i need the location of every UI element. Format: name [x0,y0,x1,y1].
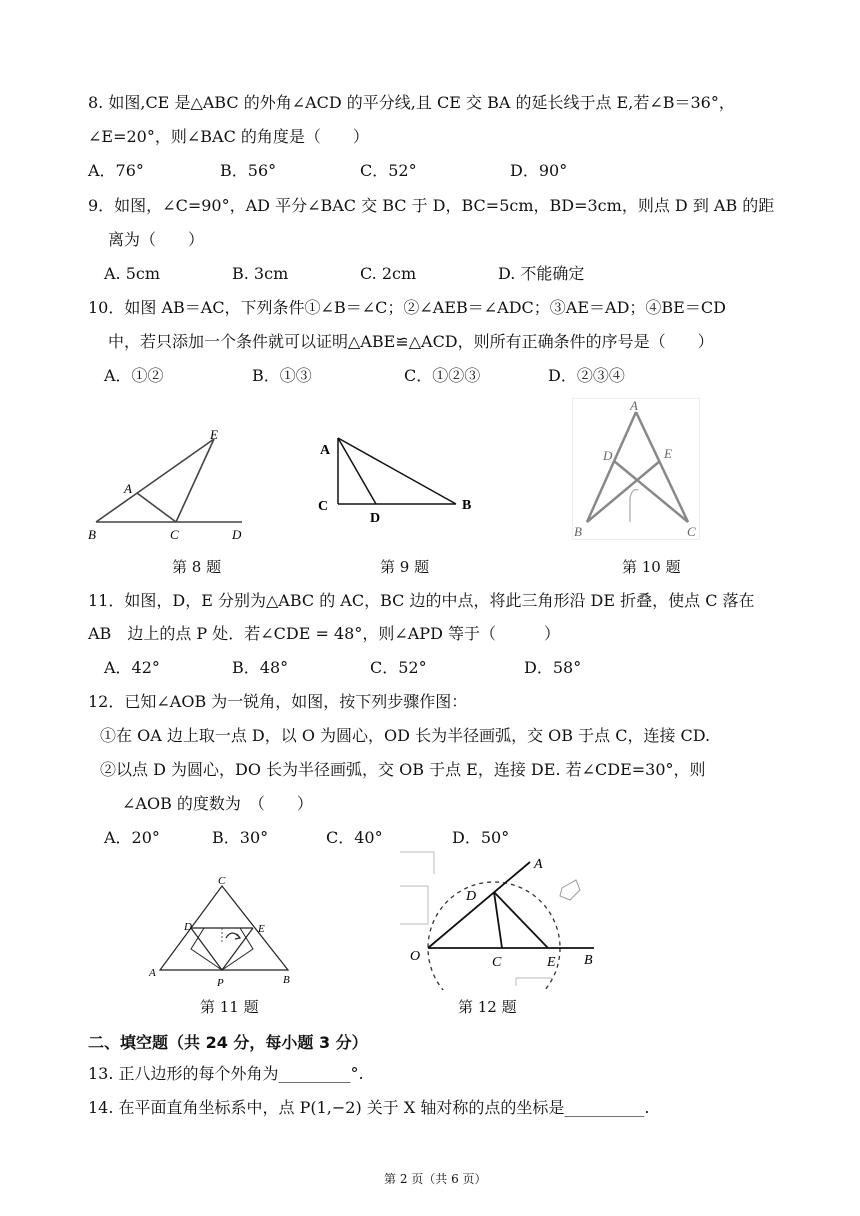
label-c: C [687,524,696,539]
decorative-doodle [560,880,580,900]
q8-option-b: B．56° [220,161,277,180]
caption-fig9: 第 9 题 [380,558,430,576]
label-e: E [664,446,672,461]
q8-option-d: D．90° [510,161,568,180]
label-d: D [232,527,242,542]
q12-step2: ②以点 D 为圆心，DO 长为半径画弧，交 OB 于点 E，连接 DE. 若∠CDE=30°，则 [100,760,706,779]
section-title: 二、填空题（共 24 分，每小题 3 分） [88,1033,368,1052]
label-b: B [584,953,593,968]
q12-option-c: C．40° [326,828,383,847]
ray-oa [428,862,530,948]
scan-fragment-1 [400,852,434,874]
q9-option-d: D. 不能确定 [498,264,585,283]
q11-option-d: D．58° [524,658,582,677]
caption-fig12: 第 12 题 [458,998,517,1016]
label-d: D [370,511,381,526]
page-footer: 第 2 页（共 6 页） [384,1172,487,1186]
scan-fragment-2 [400,886,428,924]
label-b: B [462,498,472,513]
label-o: O [410,949,421,964]
label-c: C [318,499,329,514]
scan-fragment-3 [516,978,552,986]
label-e: E [258,923,265,935]
figure-11 [146,872,298,988]
figure-10 [572,398,700,540]
label-p: P [217,977,224,988]
label-d: D [184,921,192,933]
label-c: C [492,955,502,970]
caption-fig10: 第 10 题 [622,558,681,576]
caption-fig11: 第 11 题 [200,998,259,1016]
q12-line1: 12．已知∠AOB 为一锐角，如图，按下列步骤作图： [88,692,468,711]
q8-option-a: A．76° [88,161,144,180]
segment-cd [494,892,502,948]
label-a: A [534,857,543,872]
figure-12 [400,850,610,990]
label-a: A [124,481,132,496]
label-b: B [88,527,96,542]
label-c: C [218,875,226,887]
caption-fig8: 第 8 题 [172,558,222,576]
q12-option-a: A．20° [104,828,160,847]
label-b: B [283,974,290,986]
label-a: A [320,443,331,458]
scan-artifact [630,490,638,522]
label-b: B [574,524,582,539]
q11-option-c: C．52° [370,658,427,677]
q9-option-a: A. 5cm [104,264,161,283]
line-ab [587,412,636,522]
q11-option-b: B．48° [232,658,289,677]
q10-option-c: C．①②③ [404,366,481,385]
q12-option-b: B．30° [212,828,269,847]
q13-text: 13. 正八边形的每个外角为_________°. [88,1064,364,1083]
q12-line3: ∠AOB 的度数为 （ ） [122,794,313,813]
label-d: D [466,889,477,904]
q11-line2: AB 边上的点 P 处．若∠CDE = 48°，则∠APD 等于（ ） [88,624,560,643]
q12-step1: ①在 OA 边上取一点 D，以 O 为圆心，OD 长为半径画弧，交 OB 于点 C，连接 CD. [100,726,711,745]
q11-option-a: A．42° [104,658,160,677]
figure-8 [84,425,254,545]
line-ab [338,438,456,504]
line-ac [137,493,176,522]
q10-option-a: A．①② [104,366,164,385]
line-be [96,439,214,522]
label-e: E [547,955,556,970]
label-a: A [630,398,638,413]
q9-option-b: B. 3cm [232,264,289,283]
q10-option-d: D．②③④ [548,366,625,385]
label-c: C [170,527,179,542]
q11-line1: 11．如图，D，E 分别为△ABC 的 AC，BC 边的中点，将此三角形沿 DE 折叠，使点 C 落在 [88,591,755,610]
q10-line2: 中，若只添加一个条件就可以证明△ABE≌△ACD，则所有正确条件的序号是（ ） [108,332,714,351]
q10-option-b: B．①③ [252,366,312,385]
q14-text: 14. 在平面直角坐标系中，点 P(1,−2) 关于 X 轴对称的点的坐标是__________. [88,1098,650,1117]
q12-option-d: D．50° [452,828,510,847]
q10-line1: 10．如图 AB＝AC，下列条件①∠B＝∠C；②∠AEB＝∠ADC；③AE＝AD；④BE＝CD [88,298,726,317]
label-a: A [149,967,156,979]
q8-line2: ∠E=20°，则∠BAC 的角度是（ ） [88,127,369,146]
q9-line2: 离为（ ） [108,230,205,249]
label-e: E [210,427,218,442]
q9-option-c: C. 2cm [360,264,417,283]
label-d: D [603,448,613,463]
figure-9 [312,430,482,530]
line-ac [636,412,688,522]
q8-line1: 8. 如图,CE 是△ABC 的外角∠ACD 的平分线,且 CE 交 BA 的延长线于点 E,若∠B＝36°， [88,93,735,112]
q8-option-c: C．52° [360,161,417,180]
q9-line1: 9．如图，∠C=90°，AD 平分∠BAC 交 BC 于 D，BC=5cm，BD=3cm，则点 D 到 AB 的距 [88,196,775,215]
